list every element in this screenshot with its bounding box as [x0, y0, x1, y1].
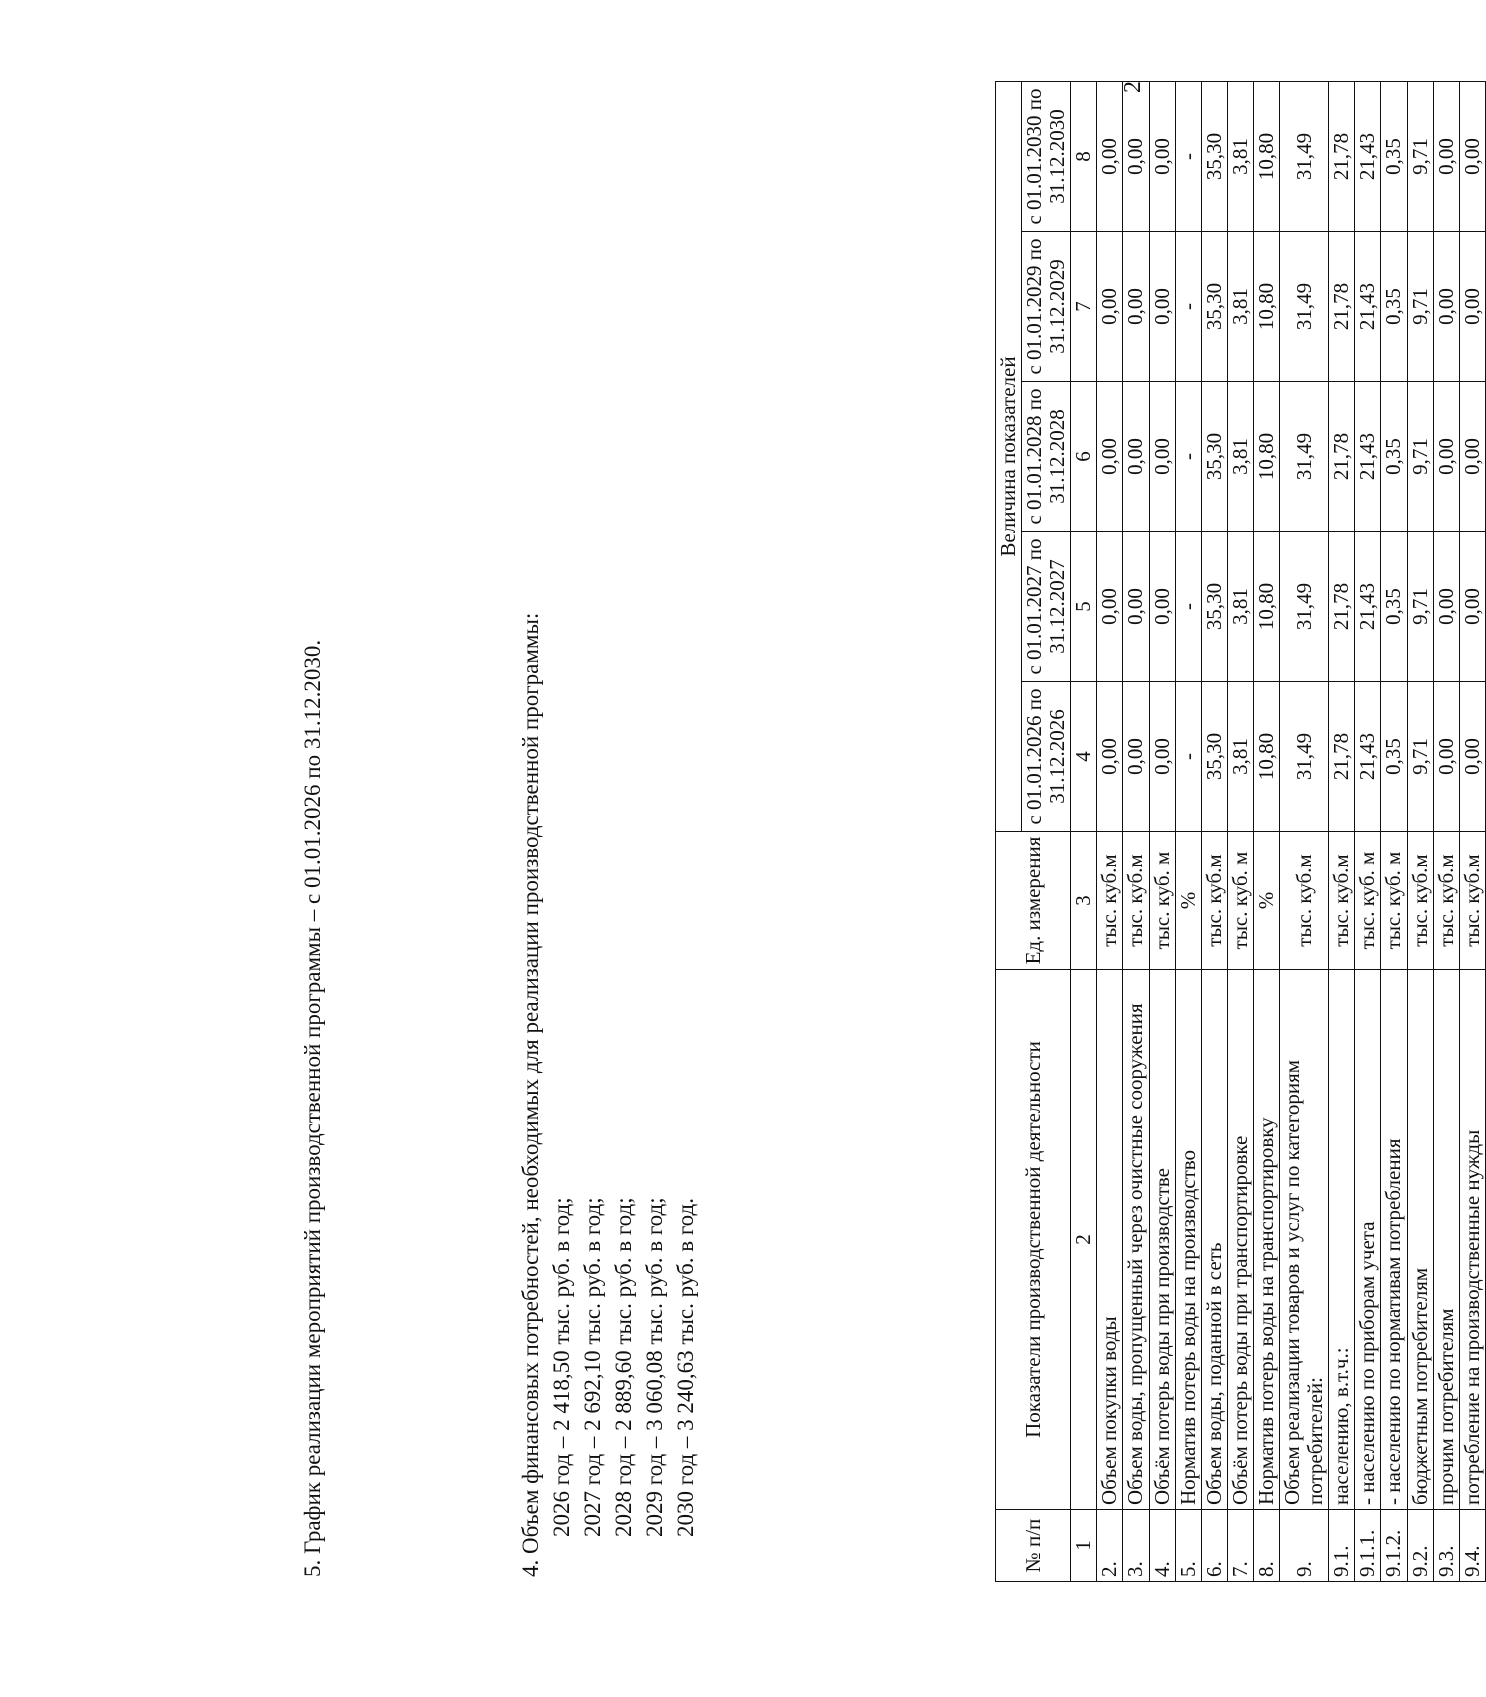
- row-value: 9,71: [1407, 682, 1433, 832]
- table-row: [1280, 82, 1329, 1582]
- column-number: 2: [1071, 970, 1097, 1510]
- row-num: 9.: [1280, 1510, 1329, 1582]
- page-number: 2: [1120, 81, 1146, 93]
- row-indicator-name: Норматив потерь воды на производство: [1175, 970, 1201, 1510]
- indicators-table: [995, 81, 1486, 1582]
- row-value: 10,80: [1253, 682, 1279, 832]
- row-value: -: [1175, 82, 1201, 232]
- row-value: 3,81: [1227, 232, 1253, 382]
- row-value: 21,78: [1329, 532, 1355, 682]
- row-num: 8.: [1253, 1510, 1279, 1582]
- row-value: 10,80: [1253, 532, 1279, 682]
- row-value: 0,00: [1433, 532, 1459, 682]
- row-num: 6.: [1201, 1510, 1227, 1582]
- table-row: [1149, 82, 1175, 1582]
- row-value: 0,00: [1097, 532, 1123, 682]
- row-indicator-name: Объём потерь воды при транспортировке: [1227, 970, 1253, 1510]
- row-value: 21,43: [1355, 682, 1381, 832]
- row-value: 31,49: [1280, 232, 1329, 382]
- financial-needs-item: 2026 год – 2 418,50 тыс. руб. в год;: [549, 1197, 574, 1537]
- row-value: 0,00: [1123, 82, 1149, 232]
- row-value: 10,80: [1253, 82, 1279, 232]
- row-indicator-name: Объём потерь воды при производстве: [1149, 970, 1175, 1510]
- row-unit: тыс. куб. м: [1355, 832, 1381, 970]
- row-value: 0,00: [1097, 682, 1123, 832]
- row-value: 0,35: [1381, 682, 1407, 832]
- row-unit: тыс. куб.м: [1459, 832, 1485, 970]
- financial-needs-item: 2030 год – 3 240,63 тыс. руб. в год.: [673, 1198, 698, 1537]
- row-value: 10,80: [1253, 232, 1279, 382]
- row-value: 0,00: [1097, 382, 1123, 532]
- row-num: 4.: [1149, 1510, 1175, 1582]
- row-value: 0,00: [1459, 232, 1485, 382]
- financial-needs-item: 2028 год – 2 889,60 тыс. руб. в год;: [611, 1197, 636, 1537]
- row-value: 0,00: [1459, 682, 1485, 832]
- row-value: 3,81: [1227, 382, 1253, 532]
- table-row: [1227, 82, 1253, 1582]
- row-value: 9,71: [1407, 232, 1433, 382]
- table-row: [1355, 82, 1381, 1582]
- row-value: 0,00: [1459, 532, 1485, 682]
- table-row: [1329, 82, 1355, 1582]
- row-value: 0,00: [1459, 382, 1485, 532]
- row-indicator-name: Норматив потерь воды на транспортировку: [1253, 970, 1279, 1510]
- row-value: 0,00: [1123, 682, 1149, 832]
- row-indicator-name: прочим потребителям: [1433, 970, 1459, 1510]
- row-num: 9.4.: [1459, 1510, 1485, 1582]
- row-indicator-name: Объем покупки воды: [1097, 970, 1123, 1510]
- row-unit: тыс. куб. м: [1149, 832, 1175, 970]
- row-indicator-name: Объем воды, пропущенный через очистные сооружения: [1123, 970, 1149, 1510]
- row-unit: %: [1253, 832, 1279, 970]
- row-indicator-name: Объем реализации товаров и услуг по категориям потребителей:: [1280, 970, 1329, 1510]
- row-num: 9.1.2.: [1381, 1510, 1407, 1582]
- table-row: [1253, 82, 1279, 1582]
- header-unit: Ед. измерения: [996, 832, 1071, 970]
- row-value: 21,78: [1329, 82, 1355, 232]
- row-value: 10,80: [1253, 382, 1279, 532]
- column-number: 8: [1071, 82, 1097, 232]
- column-number: 1: [1071, 1510, 1097, 1582]
- row-value: 21,78: [1329, 382, 1355, 532]
- row-unit: тыс. куб.м: [1329, 832, 1355, 970]
- row-unit: тыс. куб. м: [1227, 832, 1253, 970]
- row-value: -: [1175, 532, 1201, 682]
- row-value: 0,35: [1381, 532, 1407, 682]
- row-value: 0,00: [1459, 82, 1485, 232]
- row-value: 0,35: [1381, 82, 1407, 232]
- row-unit: тыс. куб.м: [1123, 832, 1149, 970]
- table-header-row: [996, 82, 1022, 1582]
- row-unit: тыс. куб.м: [1433, 832, 1459, 970]
- table-row: [1201, 82, 1227, 1582]
- row-value: 31,49: [1280, 382, 1329, 532]
- row-value: -: [1175, 382, 1201, 532]
- row-unit: тыс. куб. м: [1381, 832, 1407, 970]
- row-value: 0,35: [1381, 382, 1407, 532]
- column-number: 7: [1071, 232, 1097, 382]
- row-num: 3.: [1123, 1510, 1149, 1582]
- row-value: 3,81: [1227, 82, 1253, 232]
- row-value: 35,30: [1201, 232, 1227, 382]
- row-unit: тыс. куб.м: [1407, 832, 1433, 970]
- row-value: 21,43: [1355, 382, 1381, 532]
- row-indicator-name: бюджетным потребителям: [1407, 970, 1433, 1510]
- header-period: с 01.01.2027 по 31.12.2027: [1022, 532, 1071, 682]
- row-num: 9.1.: [1329, 1510, 1355, 1582]
- column-number: 6: [1071, 382, 1097, 532]
- row-value: 0,00: [1097, 232, 1123, 382]
- table-row: [1097, 82, 1123, 1582]
- row-num: 9.2.: [1407, 1510, 1433, 1582]
- header-period: с 01.01.2030 по 31.12.2030: [1022, 82, 1071, 232]
- financial-needs-item: 2027 год – 2 692,10 тыс. руб. в год;: [580, 1197, 605, 1537]
- row-num: 5.: [1175, 1510, 1201, 1582]
- row-value: -: [1175, 682, 1201, 832]
- row-value: 3,81: [1227, 532, 1253, 682]
- row-value: 0,00: [1433, 82, 1459, 232]
- row-value: 0,00: [1149, 382, 1175, 532]
- row-value: 0,00: [1097, 82, 1123, 232]
- row-value: 0,00: [1123, 532, 1149, 682]
- row-value: -: [1175, 232, 1201, 382]
- row-value: 31,49: [1280, 682, 1329, 832]
- financial-needs-item: 2029 год – 3 060,08 тыс. руб. в год;: [642, 1197, 667, 1537]
- row-num: 7.: [1227, 1510, 1253, 1582]
- row-value: 0,00: [1123, 382, 1149, 532]
- row-num: 9.1.1.: [1355, 1510, 1381, 1582]
- header-num: № п/п: [996, 1510, 1071, 1582]
- row-value: 0,00: [1149, 532, 1175, 682]
- row-value: 0,00: [1149, 82, 1175, 232]
- row-value: 31,49: [1280, 82, 1329, 232]
- table-row: [1459, 82, 1485, 1582]
- row-unit: тыс. куб.м: [1097, 832, 1123, 970]
- row-value: 0,00: [1433, 682, 1459, 832]
- table-column-numbers-row: [1071, 82, 1097, 1582]
- row-indicator-name: - населению по нормативам потребления: [1381, 970, 1407, 1510]
- header-indicator: Показатели производственной деятельности: [996, 970, 1071, 1510]
- table-row: [1433, 82, 1459, 1582]
- row-value: 9,71: [1407, 382, 1433, 532]
- header-period: с 01.01.2029 по 31.12.2029: [1022, 232, 1071, 382]
- column-number: 3: [1071, 832, 1097, 970]
- row-value: 21,78: [1329, 232, 1355, 382]
- financial-needs-section: [515, 77, 701, 1577]
- row-value: 0,35: [1381, 232, 1407, 382]
- table-row: [1175, 82, 1201, 1582]
- row-value: 35,30: [1201, 382, 1227, 532]
- row-value: 0,00: [1149, 232, 1175, 382]
- row-num: 9.3.: [1433, 1510, 1459, 1582]
- financial-needs-heading: 4. Объем финансовых потребностей, необходимых для реализации производственной программы:: [518, 612, 543, 1577]
- row-value: 35,30: [1201, 682, 1227, 832]
- row-value: 35,30: [1201, 532, 1227, 682]
- row-unit: %: [1175, 832, 1201, 970]
- header-period: с 01.01.2026 по 31.12.2026: [1022, 682, 1071, 832]
- row-num: 2.: [1097, 1510, 1123, 1582]
- column-number: 5: [1071, 532, 1097, 682]
- row-value: 9,71: [1407, 82, 1433, 232]
- row-value: 9,71: [1407, 532, 1433, 682]
- row-indicator-name: - населению по приборам учета: [1355, 970, 1381, 1510]
- row-indicator-name: населению, в.т.ч.:: [1329, 970, 1355, 1510]
- schedule-section: 5. График реализации мероприятий производственной программы – с 01.01.2026 по 31.12.2030.: [300, 639, 325, 1577]
- row-value: 0,00: [1433, 382, 1459, 532]
- header-values-group: Величина показателей: [996, 82, 1022, 832]
- column-number: 4: [1071, 682, 1097, 832]
- row-value: 0,00: [1149, 682, 1175, 832]
- row-value: 21,43: [1355, 82, 1381, 232]
- row-unit: тыс. куб.м: [1280, 832, 1329, 970]
- row-value: 21,43: [1355, 232, 1381, 382]
- table-body: [1097, 82, 1485, 1582]
- row-value: 35,30: [1201, 82, 1227, 232]
- row-value: 0,00: [1123, 232, 1149, 382]
- table-row: [1123, 82, 1149, 1582]
- header-period: с 01.01.2028 по 31.12.2028: [1022, 382, 1071, 532]
- row-value: 21,78: [1329, 682, 1355, 832]
- row-value: 21,43: [1355, 532, 1381, 682]
- row-indicator-name: Объем воды, поданной в сеть: [1201, 970, 1227, 1510]
- row-value: 3,81: [1227, 682, 1253, 832]
- row-unit: тыс. куб.м: [1201, 832, 1227, 970]
- row-value: 31,49: [1280, 532, 1329, 682]
- table-row: [1381, 82, 1407, 1582]
- row-indicator-name: потребление на производственные нужды: [1459, 970, 1485, 1510]
- row-value: 0,00: [1433, 232, 1459, 382]
- table-row: [1407, 82, 1433, 1582]
